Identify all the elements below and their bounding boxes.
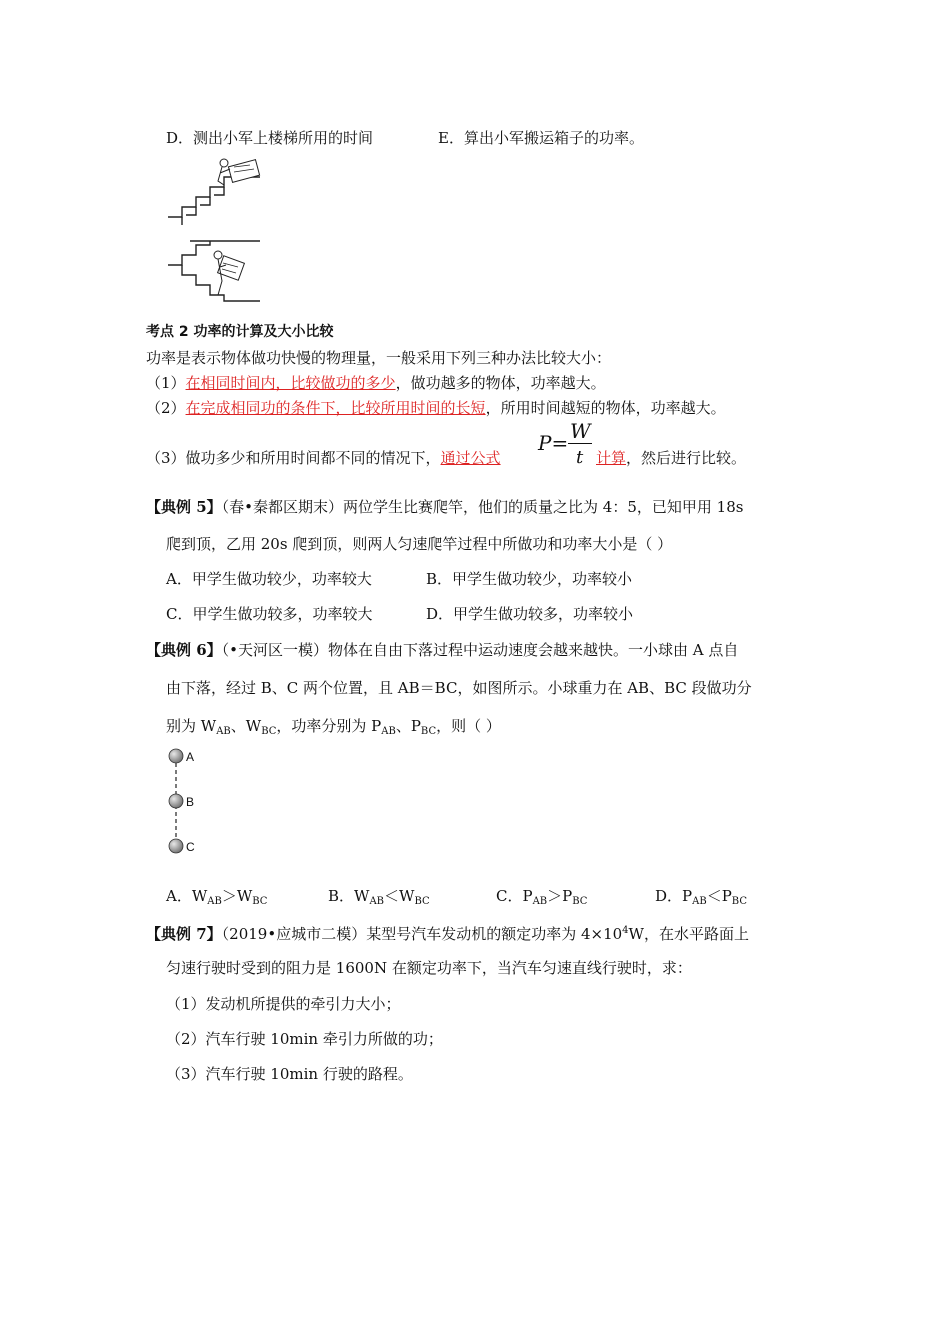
ex6-option-c — [496, 886, 587, 912]
ex5-option-d: D．甲学生做功较多，功率较小 — [426, 605, 634, 623]
option-e: E．算出小军搬运箱子的功率。 — [438, 129, 644, 147]
ex7-q1: （1）发动机所提供的牵引力大小； — [166, 995, 401, 1013]
ex6-line2: 由下落，经过 B、C 两个位置，且 AB＝BC，如图所示。小球重力在 AB、BC 段做功分 — [166, 679, 752, 697]
sub-bc: BC — [261, 726, 277, 737]
ex7-line1-b: W，在水平路面上 — [628, 925, 749, 943]
method-2-key: 在完成相同功的条件下，比较所用时间的长短 — [185, 399, 486, 417]
option-d: D．测出小军上楼梯所用的时间 — [166, 129, 374, 147]
sub-ab: AB — [369, 896, 385, 907]
method-3-key2: 计算 — [596, 449, 627, 467]
ex6-option-d — [655, 886, 747, 912]
sub-bc: BC — [731, 896, 747, 907]
ex6-line3-e: ，则（ ） — [436, 717, 501, 735]
ex7-exponent: 4 — [622, 925, 629, 936]
method-2-num: （2） — [146, 399, 186, 417]
ex7-line2: 匀速行驶时受到的阻力是 1600N 在额定功率下，当汽车匀速直线行驶时，求： — [166, 959, 692, 977]
ex7-tag: 【典例 7】 — [146, 925, 222, 943]
ex6-line3-d: 、P — [395, 717, 421, 735]
ball-c — [169, 839, 183, 853]
opt-d-pre: D．P — [655, 887, 693, 905]
ex6-line3 — [166, 716, 501, 742]
ex6-option-a — [166, 886, 267, 912]
ball-b — [169, 794, 183, 808]
ex5-tag: 【典例 5】 — [146, 498, 222, 516]
ex6-tag: 【典例 6】 — [146, 641, 222, 659]
ex7-line1 — [146, 921, 749, 944]
sub-ab: AB — [381, 726, 396, 737]
opt-b-pre: B．W — [328, 887, 370, 905]
point-b-label: B — [186, 795, 195, 809]
method-1 — [146, 373, 606, 393]
formula-denominator: t — [576, 447, 584, 468]
sub-bc: BC — [572, 896, 588, 907]
method-3-rest: ，然后进行比较。 — [626, 449, 747, 467]
method-1-num: （1） — [146, 374, 186, 392]
ex5-line1 — [146, 497, 743, 517]
method-2-rest: ，所用时间越短的物体，功率越大。 — [485, 399, 726, 417]
ex5-line1-text: （春•秦都区期末）两位学生比赛爬竿，他们的质量之比为 4：5，已知甲用 18s — [221, 498, 744, 516]
opt-a-mid: ＞W — [221, 887, 253, 905]
ex6-line1-text: （•天河区一模）物体在自由下落过程中运动速度会越来越快。一小球由 A 点自 — [221, 641, 739, 659]
section-title: 考点 2 功率的计算及大小比较 — [146, 324, 334, 340]
ex7-q2: （2）汽车行驶 10min 牵引力所做的功； — [166, 1030, 443, 1048]
method-3-prefix — [146, 448, 501, 468]
ex5-option-a: A．甲学生做功较少，功率较大 — [166, 570, 372, 588]
ex6-line3-c: ，功率分别为 P — [276, 717, 382, 735]
sub-ab: AB — [692, 896, 707, 907]
method-2 — [146, 398, 726, 418]
sub-ab: AB — [532, 896, 548, 907]
ex6-line3-b: 、W — [230, 717, 262, 735]
falling-ball-figure — [166, 746, 226, 856]
formula-numerator: W — [570, 419, 591, 443]
point-c-label: C — [186, 840, 195, 854]
method-3-suffix — [596, 448, 746, 468]
method-1-key: 在相同时间内，比较做功的多少 — [185, 374, 396, 392]
sub-bc: BC — [252, 896, 268, 907]
opt-b-mid: ＜W — [384, 887, 415, 905]
method-3-pre: （3）做功多少和所用时间都不同的情况下， — [146, 449, 441, 467]
ex6-line3-a: 别为 W — [166, 717, 217, 735]
ex7-q3: （3）汽车行驶 10min 行驶的路程。 — [166, 1065, 413, 1083]
formula-bar — [568, 443, 592, 444]
sub-ab: AB — [216, 726, 231, 737]
opt-c-mid: ＞P — [547, 887, 573, 905]
ex7-line1-a: （2019•应城市二模）某型号汽车发动机的额定功率为 4×10 — [221, 925, 623, 943]
ex5-line2: 爬到顶，乙用 20s 爬到顶，则两人匀速爬竿过程中所做功和功率大小是（ ） — [166, 535, 673, 553]
method-1-rest: ，做功越多的物体，功率越大。 — [395, 374, 606, 392]
ex6-line1 — [146, 640, 738, 660]
formula-lhs: P= — [538, 431, 569, 455]
ex5-option-b: B．甲学生做功较少，功率较小 — [426, 570, 633, 588]
method-3-key1: 通过公式 — [440, 449, 501, 467]
sub-ab: AB — [207, 896, 222, 907]
sub-bc: BC — [414, 896, 430, 907]
ex5-option-c: C．甲学生做功较多，功率较大 — [166, 605, 373, 623]
opt-c-pre: C．P — [496, 887, 533, 905]
opt-d-mid: ＜P — [706, 887, 732, 905]
sub-bc: BC — [420, 726, 437, 737]
opt-a-pre: A．W — [166, 887, 208, 905]
staircase-figure — [160, 155, 270, 305]
ex6-option-b — [328, 886, 430, 912]
section-intro: 功率是表示物体做功快慢的物理量，一般采用下列三种办法比较大小： — [146, 349, 612, 367]
point-a-label: A — [186, 750, 195, 764]
ball-a — [169, 749, 183, 763]
